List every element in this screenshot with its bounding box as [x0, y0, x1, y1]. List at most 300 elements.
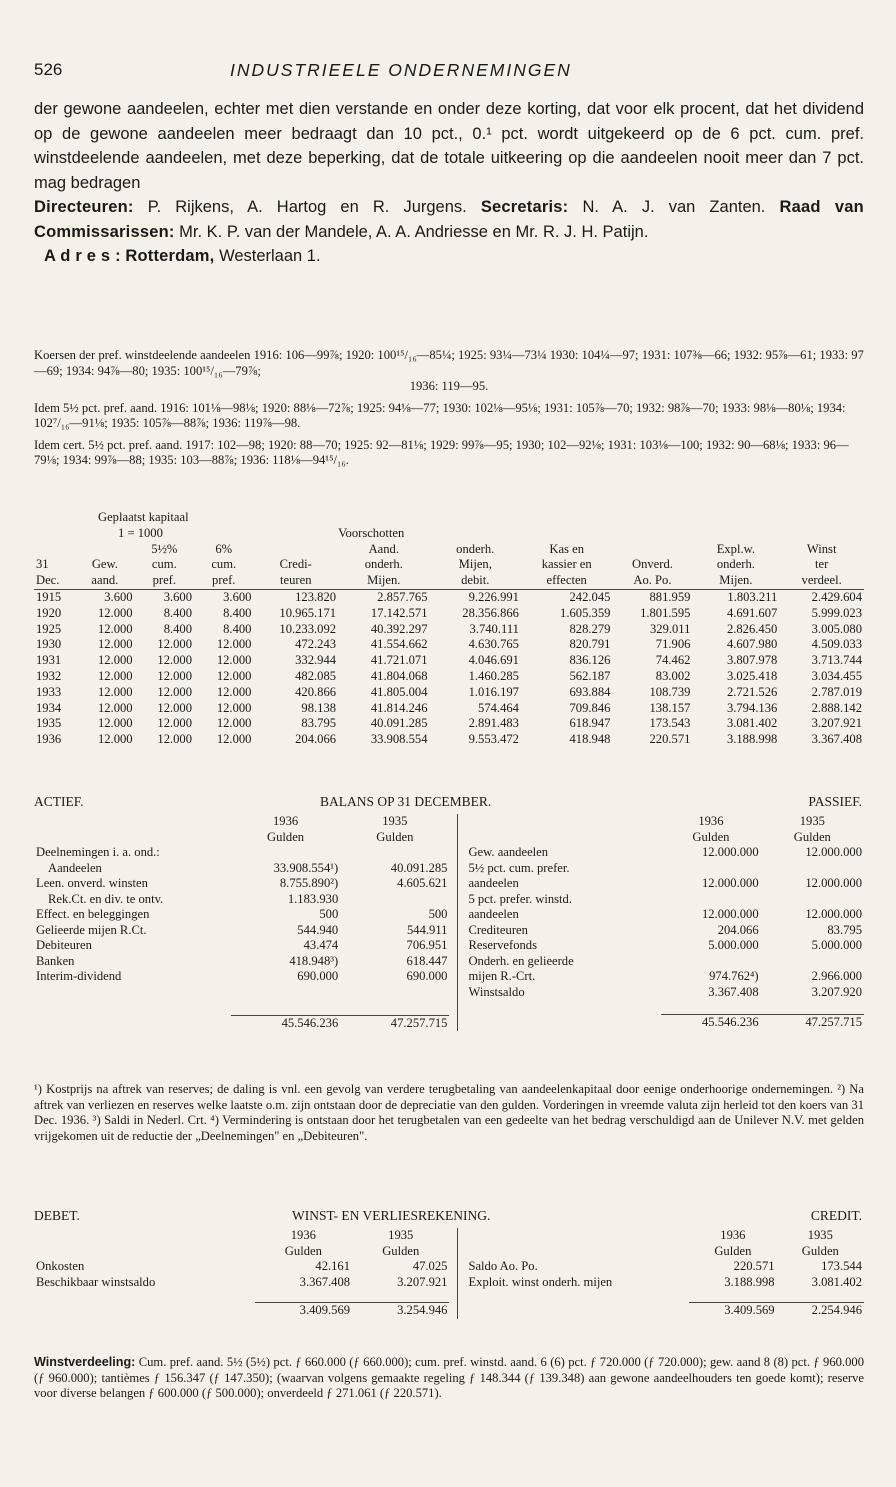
value-cell: 12.000	[97, 605, 133, 620]
value-cell: 3.807.978	[726, 653, 778, 668]
year-cell: 1933	[36, 684, 62, 699]
quote-pref-55: Idem 5½ pct. pref. aand. 1916: 101⅛—98⅛; 1920: 88⅛—72⅞; 1925: 94⅛—77; 1930: 102⅛—95⅛; 1931: 105⅞—70; 1932: 98⅞—70; 1933: 98⅛—80⅛; 1934: 102⁷/₁₆—91⅛; 1935: 105⅞—88⅞; 1936: 119⅞—98.	[34, 400, 846, 430]
amount-b: 5.000.000	[811, 938, 863, 953]
column-heading: ter	[815, 557, 829, 572]
unit-header	[34, 830, 449, 846]
table-cell	[466, 1228, 689, 1244]
value-cell: 41.814.246	[370, 700, 428, 715]
total-b: 2.254.946	[777, 1303, 864, 1319]
geplaatst-kapitaal-label: Geplaatst kapitaal	[98, 510, 189, 524]
adres-label: A d r e s :	[44, 247, 121, 265]
value-cell: 332.944	[295, 653, 337, 668]
capital-table	[34, 510, 864, 748]
value-cell: 420.866	[295, 684, 337, 699]
capital-group-header	[34, 510, 864, 526]
value-cell: 1.803.211	[692, 589, 779, 605]
value-cell: 41.721.071	[370, 653, 428, 668]
value-cell: 8.400	[163, 621, 193, 636]
value-cell: 709.846	[569, 700, 611, 715]
year-cell: 1915	[34, 589, 75, 605]
column-heading: Dec.	[36, 573, 60, 588]
quote-text-1: Koersen der pref. winstdeelende aandeelen 1916: 106—99⅞; 1920: 100¹⁵/₁₆—85¼; 1925: 93¼—73¼ 1930: 104¼—97; 1931: 107⅜—66; 1932: 95⅞—61; 1933: 97—69; 1934: 94⅞—80; 1935: 100¹⁵/₁₆—79⅞;	[34, 348, 864, 378]
value-cell: 12.000	[97, 621, 133, 636]
table-cell	[34, 1290, 449, 1303]
wv-columns	[34, 1228, 864, 1319]
value-cell: 12.000	[157, 716, 193, 731]
value-cell: 3.740.111	[469, 621, 519, 636]
capital-table-row	[34, 716, 864, 732]
year-b-heading: 1935	[382, 814, 408, 828]
account-row	[34, 969, 449, 985]
account-row	[34, 907, 449, 923]
value-cell: 2.857.765	[338, 589, 429, 605]
table-cell	[34, 985, 449, 1016]
amount-b	[761, 892, 864, 908]
capital-table-row	[34, 701, 864, 717]
value-cell: 1.801.595	[640, 605, 691, 620]
value-cell: 12.000	[216, 653, 252, 668]
value-cell: 40.091.285	[370, 716, 428, 731]
spacer-row	[466, 1290, 864, 1303]
value-cell: 83.002	[655, 668, 691, 683]
year-b-heading: 1935	[799, 814, 825, 829]
value-cell: 8.400	[223, 605, 252, 620]
value-cell: 2.891.483	[468, 716, 519, 731]
value-cell: 3.025.418	[726, 668, 778, 683]
capital-table-row	[34, 589, 864, 605]
value-cell: 10.233.092	[279, 621, 337, 636]
account-row	[466, 1275, 864, 1291]
account-row	[34, 876, 449, 892]
total-a: 3.409.569	[255, 1303, 352, 1319]
balance-sheet	[34, 794, 864, 1031]
amount-a: 8.755.890²)	[279, 876, 339, 890]
value-cell: 12.000	[216, 684, 252, 699]
winstverdeeling-label: Winstverdeeling:	[34, 1355, 136, 1369]
value-cell: 12.000	[157, 732, 193, 747]
intro-paragraph: der gewone aandeelen, echter met dien verstande en onder deze korting, dat voor elk procent, dat het dividend op de gewone aandeelen meer bedraagt dan 10 pct., 0.¹ pct. wordt uitgekeerd op de 6 pct. cum. pref. winstdeelende aandeelen, met deze beperking, dat de totale uitkeering op die aandeelen nooit meer dan 7 pct. mag bedragen	[34, 100, 864, 192]
value-cell: 138.157	[649, 700, 691, 715]
value-cell: 1.460.285	[468, 668, 519, 683]
amount-a: 3.367.408	[708, 984, 759, 999]
year-cell: 1930	[36, 637, 62, 652]
value-cell: 220.571	[649, 732, 691, 747]
value-cell: 123.820	[253, 589, 338, 605]
amount-a: 12.000.000	[701, 907, 759, 922]
winstverdeeling-text: Cum. pref. aand. 5½ (5½) pct. ƒ 660.000 (ƒ 660.000); cum. pref. winstd. aand. 6 (6) pct. ƒ 720.000 (ƒ 720.000); gew. aand 8 (8) pct. ƒ 960.000 (ƒ 960.000); tantièmes ƒ 156.347 (ƒ 147.350); (waarvan volgens gemaakte regeling ƒ 148.344 (ƒ 139.348) aan gewone aandeelhouders ten goede komt); reserve voor diverse belangen ƒ 600.000 (ƒ 500.000); onverdeeld ƒ 271.061 (ƒ 220.571).	[34, 1355, 864, 1400]
amount-a	[231, 845, 340, 861]
column-heading: pref.	[152, 573, 177, 588]
total-a: 45.546.236	[661, 1015, 760, 1031]
amount-b: 690.000	[406, 969, 448, 983]
directeuren-names: P. Rijkens, A. Hartog en R. Jurgens.	[147, 198, 467, 216]
value-cell: 4.046.691	[468, 653, 519, 668]
value-cell: 12.000	[157, 653, 193, 668]
amount-b: 3.207.920	[811, 984, 863, 999]
spacer-row	[466, 1000, 864, 1015]
column-heading: Credi-	[279, 557, 312, 572]
unit-heading: Gulden	[692, 829, 730, 844]
account-label: Beschikbaar winstsaldo	[36, 1274, 156, 1289]
quote-text-1-end: 1936: 119—95.	[409, 379, 489, 393]
amount-a: 204.066	[717, 922, 759, 937]
value-cell: 3.600	[135, 589, 194, 605]
amount-b: 706.951	[406, 938, 448, 952]
unit-heading: Gulden	[382, 1243, 420, 1258]
account-row	[34, 954, 449, 970]
value-cell: 173.543	[649, 716, 691, 731]
year-b-heading: 1935	[807, 1228, 833, 1242]
amount-a: 3.188.998	[724, 1274, 775, 1289]
running-title: INDUSTRIEELE ONDERNEMINGEN	[230, 60, 572, 80]
amount-a: 3.367.408	[299, 1274, 351, 1289]
amount-b	[761, 861, 864, 877]
amount-a: 500	[319, 907, 339, 921]
amount-b: 47.025	[412, 1259, 448, 1273]
unit-heading: Gulden	[714, 1243, 752, 1258]
column-heading: pref.	[212, 573, 236, 588]
raad-label: Raad van Commissarissen:	[34, 198, 864, 241]
value-cell: 3.207.921	[811, 716, 862, 731]
amount-a: 43.474	[303, 938, 339, 952]
account-label: Gelieerde mijen R.Ct.	[36, 922, 147, 937]
amount-a: 544.940	[297, 922, 339, 937]
actief-table	[34, 814, 449, 1031]
secretaris-name: N. A. J. van Zanten.	[582, 198, 766, 216]
total-row	[466, 1303, 864, 1319]
year-cell: 1925	[36, 621, 62, 636]
account-row	[466, 861, 864, 877]
table-cell	[466, 814, 661, 830]
account-label: Gew. aandeelen	[468, 845, 549, 860]
account-row	[466, 938, 864, 954]
value-cell: 3.034.455	[811, 668, 862, 683]
balance-title: BALANS OP 31 DECEMBER.	[320, 794, 492, 809]
amount-a: 5.000.000	[708, 938, 759, 953]
account-label: Onderh. en gelieerde	[468, 953, 574, 968]
value-cell: 41.805.004	[370, 684, 428, 699]
value-cell: 3.794.136	[726, 700, 778, 715]
account-label: Interim-dividend	[36, 969, 122, 983]
column-heading: cum.	[151, 557, 177, 572]
amount-a: 42.161	[315, 1259, 351, 1273]
account-label: 5½ pct. cum. prefer.	[468, 860, 570, 875]
account-label: Effect. en beleggingen	[36, 907, 150, 921]
balance-headings	[34, 794, 864, 814]
amount-a: 1.183.930	[287, 891, 339, 906]
account-row	[34, 1259, 449, 1275]
year-cell: 1931	[36, 653, 62, 668]
credit-heading: CREDIT.	[810, 1208, 862, 1223]
account-row	[34, 892, 449, 908]
profit-loss-account	[34, 1208, 864, 1319]
value-cell: 820.791	[569, 637, 611, 652]
value-cell: 12.000	[157, 668, 193, 683]
value-cell: 2.429.604	[779, 589, 864, 605]
value-cell: 2.721.526	[726, 684, 778, 699]
capital-table-row	[34, 637, 864, 653]
value-cell: 12.000	[157, 700, 193, 715]
page-header	[34, 60, 866, 86]
wv-divider	[457, 1228, 458, 1319]
capital-column-header	[34, 557, 864, 573]
account-label: Debiteuren	[36, 938, 92, 952]
value-cell: 618.947	[569, 716, 611, 731]
table-cell	[466, 1303, 689, 1319]
column-heading: Mijen,	[458, 557, 492, 572]
value-cell: 836.126	[569, 653, 611, 668]
column-heading: aand.	[91, 573, 119, 588]
value-cell: 1.605.359	[560, 605, 611, 620]
total-a: 45.546.236	[231, 1015, 340, 1031]
account-row	[34, 1275, 449, 1291]
account-row	[466, 845, 864, 861]
amount-a: 220.571	[733, 1259, 775, 1273]
amount-b: 12.000.000	[805, 845, 863, 860]
value-cell: 12.000	[157, 684, 193, 699]
total-b: 3.254.946	[352, 1303, 449, 1319]
column-heading: verdeel.	[801, 573, 842, 588]
total-b: 47.257.715	[761, 1015, 864, 1031]
amount-a: 33.908.554¹)	[273, 860, 339, 875]
amount-a	[661, 861, 760, 877]
spacer-row	[34, 1290, 449, 1303]
credit-table	[466, 1228, 864, 1319]
capital-unit: 1 = 1000	[118, 525, 163, 540]
unit-header	[34, 1244, 449, 1260]
amount-a: 418.948³)	[289, 953, 339, 968]
table-cell	[34, 1015, 231, 1031]
value-cell: 3.367.408	[811, 732, 862, 747]
address-line	[34, 244, 864, 269]
account-label: mijen R.-Crt.	[468, 969, 536, 984]
account-label: Onkosten	[36, 1259, 85, 1273]
unit-heading: Gulden	[267, 829, 305, 844]
year-a-heading: 1936	[290, 1228, 316, 1242]
profit-distribution	[34, 1355, 864, 1402]
value-cell: 12.000	[157, 637, 193, 652]
capital-table-row	[34, 622, 864, 638]
total-row	[34, 1303, 449, 1319]
account-label: Crediteuren	[468, 922, 528, 937]
year-header	[34, 814, 449, 830]
balance-divider	[457, 814, 458, 1031]
quote-cert: Idem cert. 5½ pct. pref. aand. 1917: 102—98; 1920: 88—70; 1925: 92—81⅛; 1929: 99⅞—95; 1930; 102—92⅛; 1931: 103⅛—100; 1932: 90—68⅛; 1933: 96—79⅛; 1934: 99⅞—88; 1935: 103—88⅞; 1936: 118⅛—94¹⁵/₁₆.	[34, 437, 849, 467]
column-heading	[34, 542, 75, 558]
account-label: Reservefonds	[468, 938, 537, 953]
table-cell	[34, 814, 231, 830]
passief-heading: PASSIEF.	[808, 794, 862, 809]
column-heading: Expl.w.	[716, 541, 756, 556]
amount-b	[340, 892, 449, 908]
value-cell: 8.400	[223, 621, 252, 636]
column-heading	[612, 542, 692, 558]
account-label: 5 pct. prefer. winstd.	[468, 891, 572, 906]
amount-a: 690.000	[297, 969, 339, 983]
value-cell: 3.005.080	[811, 621, 862, 636]
value-cell: 4.509.033	[811, 637, 862, 652]
year-b-heading: 1935	[388, 1228, 414, 1242]
account-row	[34, 938, 449, 954]
amount-a: 974.762⁴)	[709, 969, 759, 984]
value-cell: 74.462	[655, 653, 691, 668]
account-row	[466, 969, 864, 985]
balance-columns	[34, 814, 864, 1031]
value-cell: 12.000	[97, 637, 133, 652]
amount-b: 2.966.000	[811, 969, 863, 984]
value-cell: 3.600	[194, 589, 253, 605]
account-row	[466, 907, 864, 923]
amount-b: 12.000.000	[805, 907, 863, 922]
year-cell: 1932	[36, 668, 62, 683]
column-heading: onderh.	[456, 541, 495, 556]
amount-b: 83.795	[827, 922, 863, 937]
table-cell	[34, 830, 231, 846]
management-paragraph	[34, 195, 864, 244]
column-heading: Onverd.	[631, 557, 673, 572]
account-row	[34, 923, 449, 939]
table-cell	[34, 1228, 255, 1244]
value-cell: 3.713.744	[811, 653, 862, 668]
year-cell: 1935	[36, 716, 62, 731]
account-label: Leen. onverd. winsten	[36, 876, 148, 890]
account-label: Banken	[36, 953, 75, 968]
value-cell: 4.607.980	[726, 637, 778, 652]
account-label: Exploit. winst onderh. mijen	[468, 1274, 613, 1289]
value-cell: 3.188.998	[726, 732, 778, 747]
directeuren-label: Directeuren:	[34, 198, 134, 216]
value-cell: 5.999.023	[811, 605, 862, 620]
amount-b: 12.000.000	[805, 876, 863, 891]
value-cell: 9.226.991	[430, 589, 521, 605]
year-a-heading: 1936	[272, 814, 299, 828]
value-cell: 4.691.607	[726, 605, 778, 620]
value-cell: 12.000	[216, 716, 252, 731]
column-heading: onderh.	[716, 557, 755, 572]
amount-b: 544.911	[406, 922, 448, 937]
secretaris-label: Secretaris:	[480, 198, 569, 216]
column-heading: 6%	[215, 541, 233, 556]
value-cell: 242.045	[521, 589, 612, 605]
value-cell: 33.908.554	[370, 732, 428, 747]
value-cell: 562.187	[569, 668, 611, 683]
account-row	[466, 923, 864, 939]
unit-heading: Gulden	[793, 829, 831, 844]
unit-heading: Gulden	[376, 829, 414, 844]
year-a-heading: 1936	[720, 1228, 746, 1242]
amount-b: 618.447	[406, 953, 448, 968]
spacer-row	[34, 985, 449, 1016]
amount-a	[661, 954, 760, 970]
value-cell: 12.000	[216, 732, 252, 747]
wv-headings	[34, 1208, 864, 1228]
amount-a: 12.000.000	[701, 876, 759, 891]
raad-names: Mr. K. P. van der Mandele, A. A. Andriesse en Mr. R. J. H. Patijn.	[179, 222, 649, 241]
adres-city: Rotterdam,	[125, 247, 215, 265]
account-label: Rek.Ct. en div. te ontv.	[48, 891, 164, 906]
value-cell: 3.081.402	[726, 716, 778, 731]
value-cell: 12.000	[97, 668, 133, 683]
year-header	[466, 814, 864, 830]
column-heading	[75, 542, 134, 558]
company-intro	[34, 97, 864, 269]
year-a-heading: 1936	[698, 814, 724, 829]
column-heading: Aand.	[368, 541, 399, 556]
debet-table	[34, 1228, 449, 1319]
debet-heading: DEBET.	[34, 1208, 80, 1223]
passief-table	[466, 814, 864, 1031]
value-cell: 12.000	[97, 732, 133, 747]
column-heading	[253, 542, 338, 558]
column-heading: debit.	[461, 573, 490, 588]
account-label: aandeelen	[468, 907, 519, 922]
year-cell: 1920	[36, 605, 62, 620]
table-cell	[466, 830, 661, 846]
account-row	[34, 845, 449, 861]
amount-a	[661, 892, 760, 908]
column-heading: 31	[36, 557, 49, 572]
capital-table-row	[34, 653, 864, 669]
value-cell: 2.787.019	[811, 684, 862, 699]
table-cell	[466, 1015, 661, 1031]
account-row	[466, 1259, 864, 1275]
capital-column-header	[34, 573, 864, 589]
amount-b: 173.544	[821, 1259, 863, 1273]
value-cell: 4.630.765	[468, 637, 519, 652]
value-cell: 83.795	[301, 716, 337, 731]
column-heading: Winst	[806, 541, 837, 556]
year-cell: 1936	[36, 732, 62, 747]
value-cell: 71.906	[655, 637, 691, 652]
adres-street: Westerlaan 1.	[219, 247, 321, 265]
value-cell: 693.884	[569, 684, 611, 699]
capital-table-row	[34, 606, 864, 622]
year-header	[34, 1228, 449, 1244]
account-row	[466, 876, 864, 892]
unit-heading: Gulden	[284, 1243, 322, 1258]
column-heading: teuren	[280, 573, 312, 588]
year-header	[466, 1228, 864, 1244]
table-cell	[34, 1244, 255, 1260]
value-cell: 1.016.197	[468, 684, 519, 699]
capital-table-row	[34, 685, 864, 701]
value-cell: 12.000	[216, 637, 252, 652]
amount-b: 4.605.621	[397, 876, 448, 890]
account-row	[466, 985, 864, 1001]
amount-b: 3.207.921	[397, 1274, 448, 1289]
value-cell: 12.000	[216, 700, 252, 715]
column-heading: Kas en	[549, 541, 584, 556]
column-heading: kassier en	[541, 557, 592, 572]
year-cell: 1934	[36, 700, 62, 715]
page-number: 526	[34, 60, 63, 79]
column-heading: onderh.	[364, 557, 403, 572]
value-cell: 472.243	[295, 637, 337, 652]
account-row	[466, 954, 864, 970]
amount-b: 500	[428, 907, 448, 921]
capital-table-row	[34, 732, 864, 748]
amount-b: 3.081.402	[811, 1274, 863, 1289]
account-label: Deelnemingen i. a. ond.:	[36, 845, 160, 859]
column-heading: effecten	[546, 573, 587, 588]
value-cell: 828.279	[569, 621, 611, 636]
column-heading: cum.	[211, 557, 237, 572]
unit-heading: Gulden	[801, 1243, 839, 1258]
value-cell: 8.400	[163, 605, 193, 620]
actief-heading: ACTIEF.	[34, 794, 84, 809]
footnotes: ¹) Kostprijs na aftrek van reserves; de daling is vnl. een gevolg van verdere terugbetaling van aandeelenkapitaal door eenige onderhoorige ondernemingen. ²) Na aftrek van verliezen en reserves welke laatste o.m. zijn ontstaan door de depreciatie van den gulden. Vorderingen in vreemde valuta zijn herleid tot den koers van 31 Dec. 1936. ³) Saldi in Nederl. Crt. ⁴) Vermindering is ontstaan door het terugbetalen van een gedeelte van het bedrag verschuldigd aan de Unilever N.V. met gelden vrijgekomen uit de reductie der „Deelnemingen" en „Debiteuren".	[34, 1082, 864, 1143]
table-cell	[466, 1000, 864, 1015]
